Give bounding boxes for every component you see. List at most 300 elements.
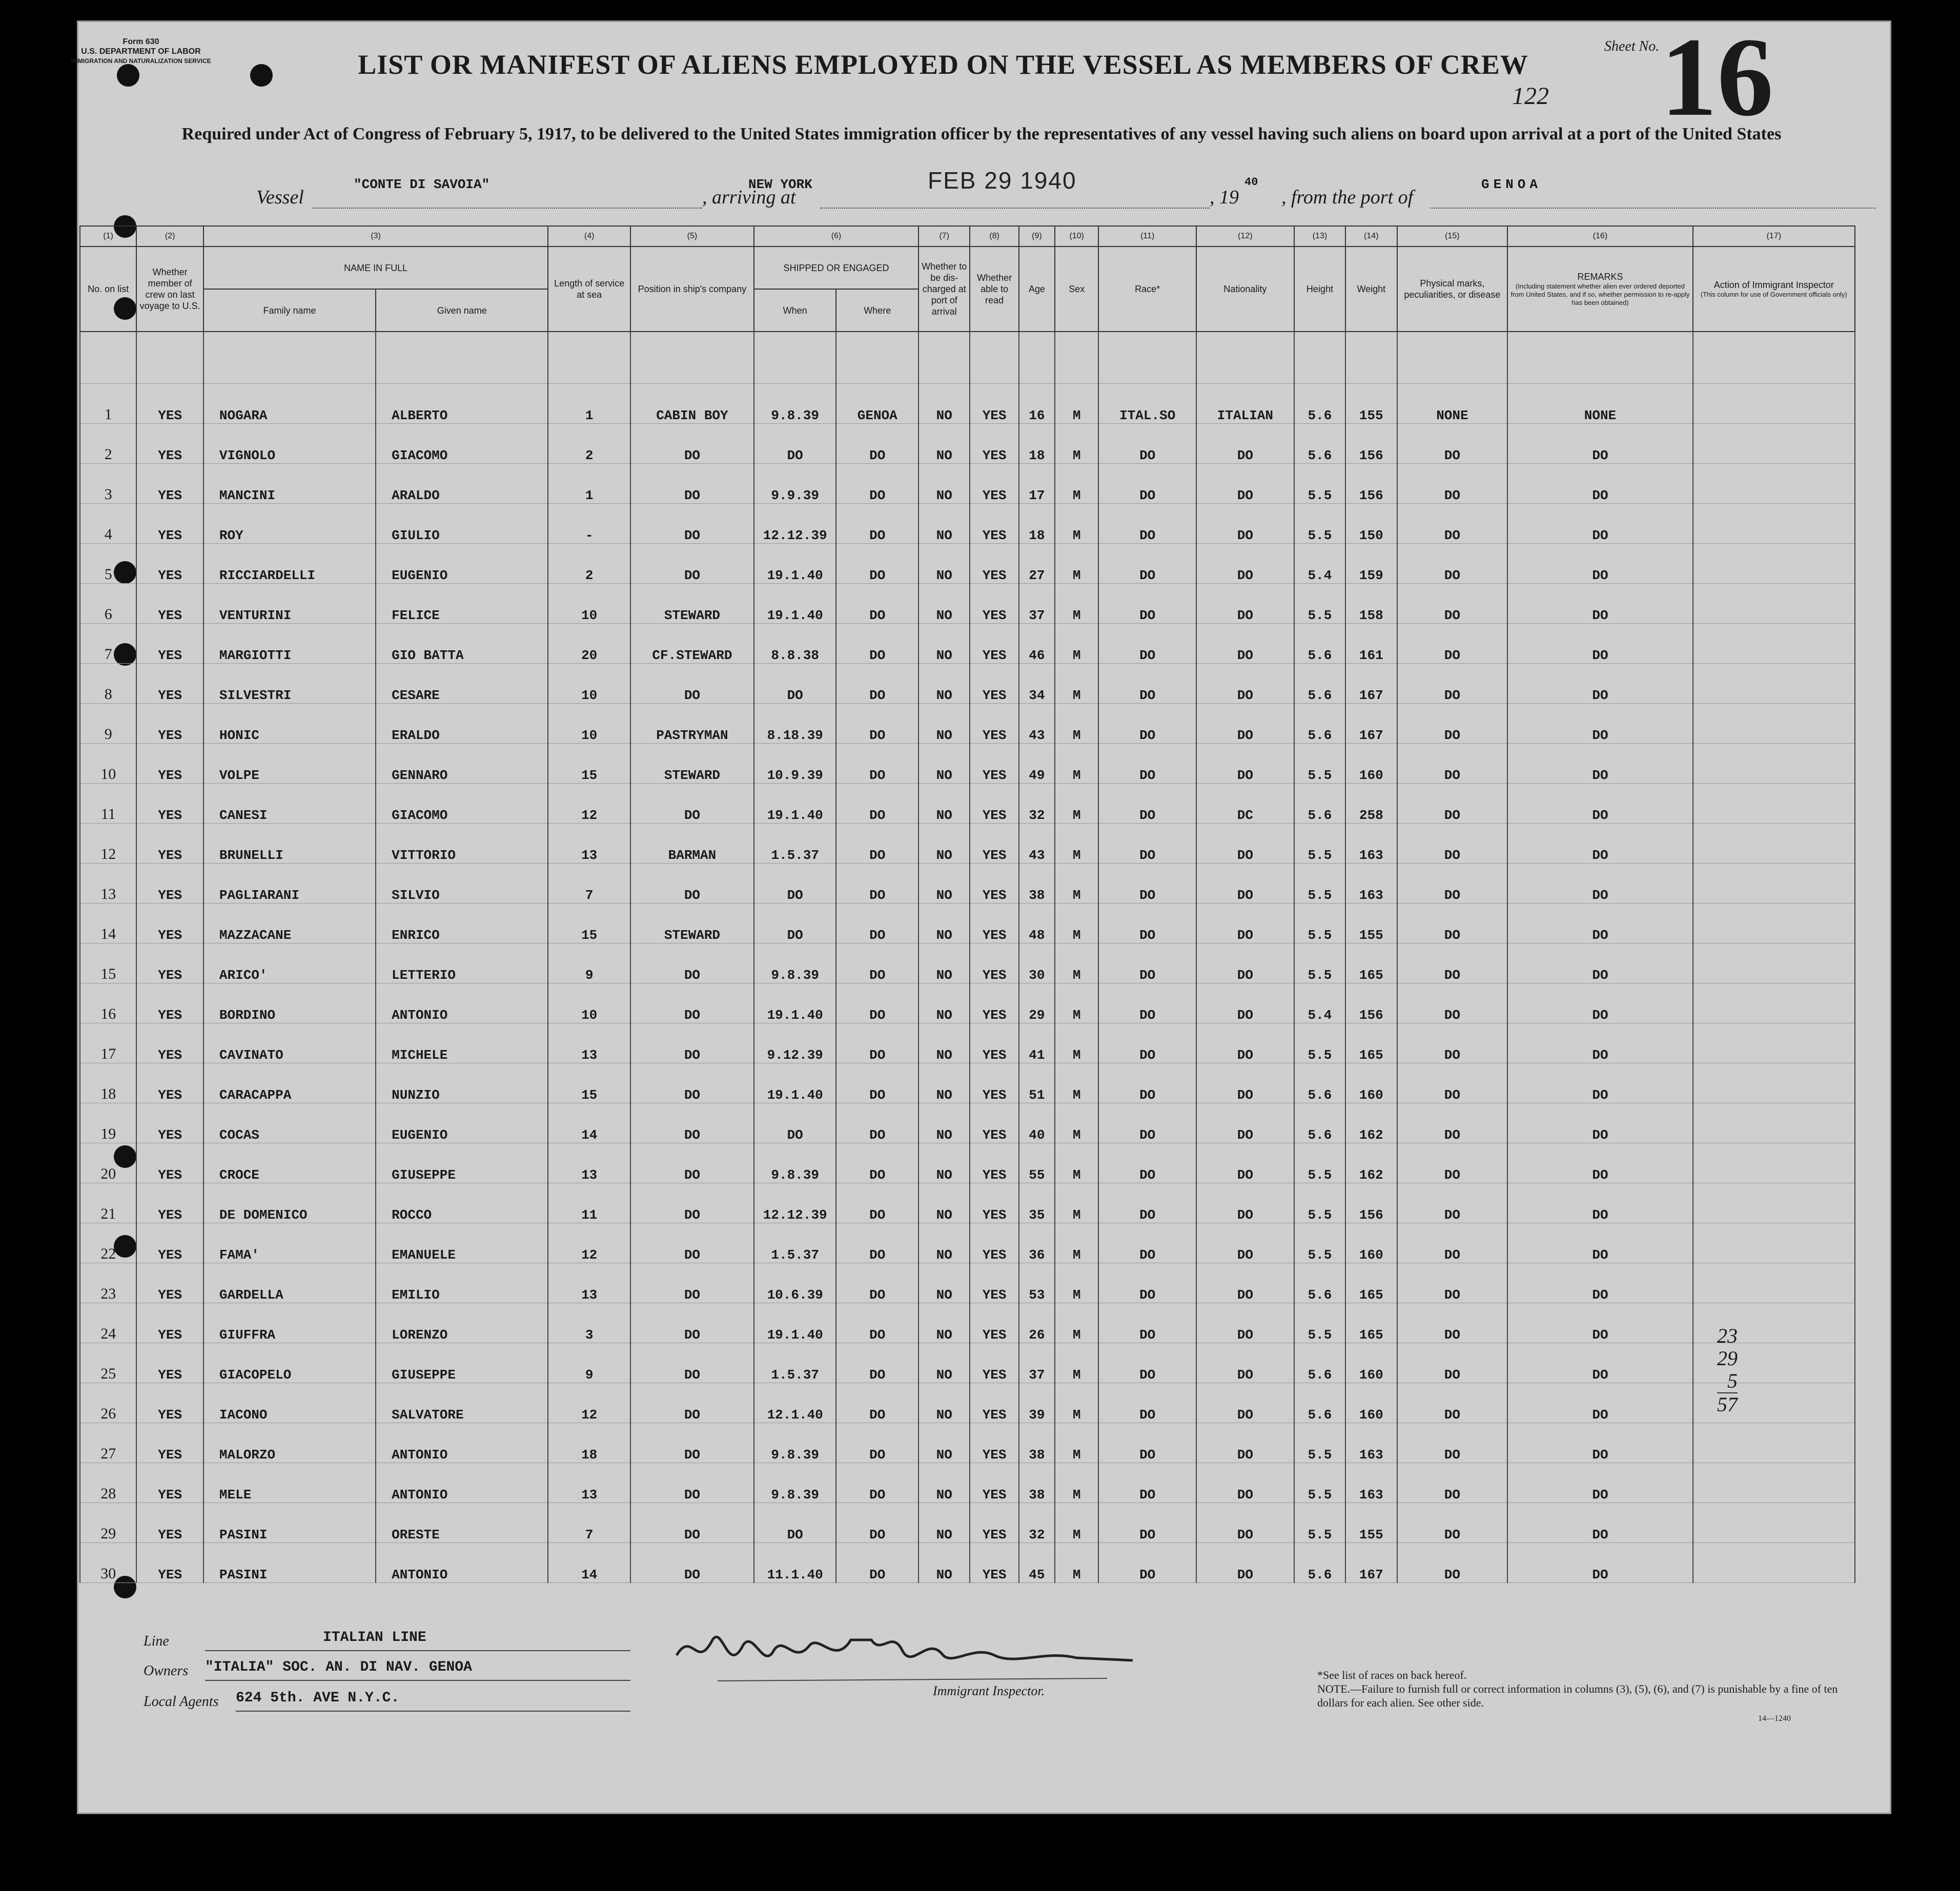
row-number: 29 [80, 1503, 136, 1543]
form-number: Form 630 [122, 37, 159, 46]
physical-marks-cell: DO [1397, 824, 1508, 864]
row-number: 26 [80, 1383, 136, 1423]
table-row [80, 624, 1855, 664]
service-length-cell: 13 [548, 1143, 630, 1183]
given-name-cell: SALVATORE [376, 1383, 548, 1423]
physical-marks-cell: DO [1397, 983, 1508, 1023]
table-row [80, 1223, 1855, 1263]
shipped-when-cell: DO [754, 664, 836, 704]
shipped-where-cell: DO [836, 1023, 918, 1063]
weight-cell: 163 [1345, 824, 1397, 864]
remarks-cell: DO [1507, 704, 1692, 744]
height-cell: 5.5 [1294, 744, 1345, 784]
action-cell [1693, 624, 1855, 664]
able-read-cell: YES [970, 1023, 1018, 1063]
family-name-cell: ROY [203, 504, 376, 544]
race-cell: DO [1098, 1543, 1196, 1583]
position-cell: DO [630, 664, 754, 704]
crew-manifest-table [79, 225, 1855, 1583]
agents-label: Local Agents [144, 1694, 219, 1710]
service-length-cell: 14 [548, 1103, 630, 1143]
service-length-cell: 13 [548, 824, 630, 864]
column-number: (7) [918, 226, 970, 246]
discharged-cell: NO [918, 983, 970, 1023]
height-cell: 5.4 [1294, 983, 1345, 1023]
last-voyage-cell: YES [136, 584, 203, 624]
shipped-where-cell: DO [836, 464, 918, 504]
discharged-cell: NO [918, 624, 970, 664]
vessel-label: Vessel [256, 187, 304, 208]
row-number: 25 [80, 1343, 136, 1383]
footer-notes [1317, 1668, 1855, 1710]
height-cell: 5.6 [1294, 1543, 1345, 1583]
remarks-cell: NONE [1507, 384, 1692, 424]
weight-cell: 160 [1345, 1063, 1397, 1103]
nationality-cell: DO [1196, 1143, 1294, 1183]
family-name-cell: PASINI [203, 1503, 376, 1543]
given-name-cell: GIACOMO [376, 784, 548, 824]
remarks-cell: DO [1507, 943, 1692, 983]
remarks-cell: DO [1507, 424, 1692, 464]
action-cell [1693, 464, 1855, 504]
remarks-cell: DO [1507, 864, 1692, 903]
table-row [80, 1063, 1855, 1103]
shipped-when-cell: DO [754, 424, 836, 464]
race-cell: DO [1098, 504, 1196, 544]
shipped-when-cell: 19.1.40 [754, 584, 836, 624]
action-cell [1693, 1183, 1855, 1223]
family-name-cell: MELE [203, 1463, 376, 1503]
remarks-note: (Including statement whether alien ever ordered deported from United States, and if so, whether permission to re-apply has been obtained) [1510, 282, 1690, 306]
subtitle: Required under Act of Congress of February 5, 1917, to be delivered to the United States immigration officer by the representatives of any vessel having such aliens on board upon arrival at a port of the United States [181, 125, 1782, 143]
nationality-cell: DO [1196, 1263, 1294, 1303]
header-discharged: Whether to be dis-charged at port of arrival [918, 246, 970, 332]
sex-cell: M [1055, 1543, 1098, 1583]
column-number: (10) [1055, 226, 1098, 246]
row-number: 13 [80, 864, 136, 903]
sex-cell: M [1055, 1143, 1098, 1183]
sex-cell: M [1055, 1423, 1098, 1463]
able-read-cell: YES [970, 903, 1018, 943]
action-cell [1693, 983, 1855, 1023]
remarks-cell: DO [1507, 1103, 1692, 1143]
shipped-when-cell: 19.1.40 [754, 544, 836, 584]
able-read-cell: YES [970, 624, 1018, 664]
race-cell: DO [1098, 1303, 1196, 1343]
sex-cell: M [1055, 1503, 1098, 1543]
age-cell: 37 [1019, 584, 1055, 624]
height-cell: 5.5 [1294, 903, 1345, 943]
remarks-cell: DO [1507, 784, 1692, 824]
age-cell: 55 [1019, 1143, 1055, 1183]
height-cell: 5.5 [1294, 1463, 1345, 1503]
binder-hole [117, 64, 139, 87]
weight-cell: 167 [1345, 1543, 1397, 1583]
given-name-cell: EUGENIO [376, 1103, 548, 1143]
sheet-number: 16 [1661, 14, 1773, 139]
given-name-cell: ENRICO [376, 903, 548, 943]
remarks-cell: DO [1507, 1263, 1692, 1303]
discharged-cell: NO [918, 864, 970, 903]
nationality-cell: DO [1196, 544, 1294, 584]
family-name-cell: BORDINO [203, 983, 376, 1023]
family-name-cell: BRUNELLI [203, 824, 376, 864]
sex-cell: M [1055, 384, 1098, 424]
arrival-year: 40 [1244, 176, 1258, 189]
column-number: (8) [970, 226, 1018, 246]
height-cell: 5.6 [1294, 1063, 1345, 1103]
physical-marks-cell: DO [1397, 1463, 1508, 1503]
last-voyage-cell: YES [136, 624, 203, 664]
physical-marks-cell: DO [1397, 624, 1508, 664]
age-cell: 37 [1019, 1343, 1055, 1383]
height-cell: 5.6 [1294, 1343, 1345, 1383]
sex-cell: M [1055, 784, 1098, 824]
sex-cell: M [1055, 1463, 1098, 1503]
last-voyage-cell: YES [136, 664, 203, 704]
column-number: (13) [1294, 226, 1345, 246]
given-name-cell: MICHELE [376, 1023, 548, 1063]
sex-cell: M [1055, 424, 1098, 464]
remarks-cell: DO [1507, 1023, 1692, 1063]
physical-marks-cell: DO [1397, 744, 1508, 784]
table-row [80, 1183, 1855, 1223]
service-length-cell: 10 [548, 584, 630, 624]
weight-cell: 162 [1345, 1103, 1397, 1143]
action-cell [1693, 1463, 1855, 1503]
remarks-cell: DO [1507, 1063, 1692, 1103]
form-identifier [64, 37, 218, 66]
inspector-label: Immigrant Inspector. [933, 1683, 1045, 1698]
shipped-where-cell: DO [836, 1463, 918, 1503]
last-voyage-cell: YES [136, 784, 203, 824]
weight-cell: 155 [1345, 1503, 1397, 1543]
table-row [80, 784, 1855, 824]
nationality-cell: DO [1196, 664, 1294, 704]
family-name-cell: ARICO' [203, 943, 376, 983]
height-cell: 5.6 [1294, 704, 1345, 744]
sex-cell: M [1055, 1063, 1098, 1103]
able-read-cell: YES [970, 464, 1018, 504]
race-cell: DO [1098, 464, 1196, 504]
remarks-cell: DO [1507, 584, 1692, 624]
shipped-when-cell: 12.12.39 [754, 504, 836, 544]
able-read-cell: YES [970, 1383, 1018, 1423]
shipped-when-cell: 10.9.39 [754, 744, 836, 784]
action-cell [1693, 1063, 1855, 1103]
given-name-cell: LORENZO [376, 1303, 548, 1343]
header-length-service: Length of service at sea [548, 246, 630, 332]
row-number: 27 [80, 1423, 136, 1463]
header-able-read: Whether able to read [970, 246, 1018, 332]
physical-marks-cell: DO [1397, 1383, 1508, 1423]
weight-cell: 165 [1345, 1263, 1397, 1303]
last-voyage-cell: YES [136, 504, 203, 544]
header-height: Height [1294, 246, 1345, 332]
nationality-cell: DO [1196, 1383, 1294, 1423]
family-name-cell: SILVESTRI [203, 664, 376, 704]
action-cell [1693, 943, 1855, 983]
last-voyage-cell: YES [136, 903, 203, 943]
physical-marks-cell: DO [1397, 664, 1508, 704]
table-row [80, 1143, 1855, 1183]
physical-marks-cell: DO [1397, 1143, 1508, 1183]
discharged-cell: NO [918, 943, 970, 983]
nationality-cell: DO [1196, 943, 1294, 983]
age-cell: 51 [1019, 1063, 1055, 1103]
arriving-label: , arriving at [702, 187, 796, 208]
shipped-where-cell: DO [836, 424, 918, 464]
service-length-cell: 18 [548, 1423, 630, 1463]
column-number: (3) [203, 226, 548, 246]
able-read-cell: YES [970, 1463, 1018, 1503]
able-read-cell: YES [970, 943, 1018, 983]
remarks-cell: DO [1507, 1223, 1692, 1263]
column-number: (5) [630, 226, 754, 246]
physical-marks-cell: DO [1397, 1423, 1508, 1463]
service-length-cell: 12 [548, 1383, 630, 1423]
able-read-cell: YES [970, 1183, 1018, 1223]
position-cell: DO [630, 1103, 754, 1143]
race-cell: DO [1098, 664, 1196, 704]
shipped-when-cell: 1.5.37 [754, 824, 836, 864]
physical-marks-cell: DO [1397, 424, 1508, 464]
able-read-cell: YES [970, 384, 1018, 424]
table-row [80, 1463, 1855, 1503]
service-name: IMMIGRATION AND NATURALIZATION SERVICE [71, 57, 211, 65]
shipped-where-cell: DO [836, 1343, 918, 1383]
nationality-cell: DO [1196, 744, 1294, 784]
family-name-cell: GARDELLA [203, 1263, 376, 1303]
discharged-cell: NO [918, 1503, 970, 1543]
race-cell: DO [1098, 1063, 1196, 1103]
height-cell: 5.5 [1294, 1183, 1345, 1223]
row-number: 10 [80, 744, 136, 784]
nationality-cell: DO [1196, 824, 1294, 864]
physical-marks-cell: DO [1397, 784, 1508, 824]
able-read-cell: YES [970, 744, 1018, 784]
service-length-cell: 13 [548, 1023, 630, 1063]
shipped-where-cell: DO [836, 1143, 918, 1183]
given-name-cell: GENNARO [376, 744, 548, 784]
position-cell: DO [630, 1223, 754, 1263]
arriving-port: NEW YORK [748, 177, 812, 192]
column-number: (6) [754, 226, 918, 246]
binder-hole [250, 64, 273, 87]
column-number: (4) [548, 226, 630, 246]
agents-value: 624 5th. AVE N.Y.C. [236, 1690, 400, 1706]
action-cell [1693, 1263, 1855, 1303]
sex-cell: M [1055, 1263, 1098, 1303]
age-cell: 49 [1019, 744, 1055, 784]
shipped-where-cell: DO [836, 1383, 918, 1423]
discharged-cell: NO [918, 504, 970, 544]
header-age: Age [1019, 246, 1055, 332]
table-row [80, 1343, 1855, 1383]
weight-cell: 163 [1345, 1463, 1397, 1503]
form-code: 14—1240 [1758, 1714, 1791, 1723]
row-number: 23 [80, 1263, 136, 1303]
owners-value: "ITALIA" SOC. AN. DI NAV. GENOA [205, 1659, 472, 1675]
table-row [80, 1263, 1855, 1303]
page-title: LIST OR MANIFEST OF ALIENS EMPLOYED ON THE VESSEL AS MEMBERS OF CREW [358, 49, 1528, 80]
able-read-cell: YES [970, 704, 1018, 744]
nationality-cell: DO [1196, 464, 1294, 504]
weight-cell: 165 [1345, 1303, 1397, 1343]
race-cell: DO [1098, 1023, 1196, 1063]
row-number: 19 [80, 1103, 136, 1143]
shipped-where-cell: DO [836, 1303, 918, 1343]
shipped-when-cell: 12.12.39 [754, 1183, 836, 1223]
able-read-cell: YES [970, 824, 1018, 864]
discharged-cell: NO [918, 1383, 970, 1423]
position-cell: DO [630, 784, 754, 824]
weight-cell: 156 [1345, 1183, 1397, 1223]
shipped-when-cell: DO [754, 1503, 836, 1543]
age-cell: 43 [1019, 704, 1055, 744]
position-cell: STEWARD [630, 744, 754, 784]
given-name-cell: ALBERTO [376, 384, 548, 424]
able-read-cell: YES [970, 1423, 1018, 1463]
header-position: Position in ship's company [630, 246, 754, 332]
physical-marks-cell: DO [1397, 864, 1508, 903]
table-row [80, 1543, 1855, 1583]
shipped-when-cell: 1.5.37 [754, 1223, 836, 1263]
position-cell: DO [630, 1143, 754, 1183]
nationality-cell: DO [1196, 1503, 1294, 1543]
service-length-cell: 15 [548, 1063, 630, 1103]
discharged-cell: NO [918, 1543, 970, 1583]
shipped-where-cell: DO [836, 584, 918, 624]
header-race: Race* [1098, 246, 1196, 332]
race-cell: DO [1098, 624, 1196, 664]
column-number: (15) [1397, 226, 1508, 246]
nationality-cell: DO [1196, 903, 1294, 943]
position-cell: DO [630, 1503, 754, 1543]
sex-cell: M [1055, 824, 1098, 864]
physical-marks-cell: DO [1397, 1063, 1508, 1103]
sex-cell: M [1055, 664, 1098, 704]
last-voyage-cell: YES [136, 1543, 203, 1583]
weight-cell: 165 [1345, 1023, 1397, 1063]
sex-cell: M [1055, 544, 1098, 584]
height-cell: 5.5 [1294, 464, 1345, 504]
sex-cell: M [1055, 943, 1098, 983]
last-voyage-cell: YES [136, 1023, 203, 1063]
line-value: ITALIAN LINE [323, 1630, 426, 1646]
family-name-cell: RICCIARDELLI [203, 544, 376, 584]
weight-cell: 167 [1345, 664, 1397, 704]
race-cell: DO [1098, 983, 1196, 1023]
given-name-cell: ANTONIO [376, 1423, 548, 1463]
action-cell [1693, 384, 1855, 424]
discharged-cell: NO [918, 1303, 970, 1343]
shipped-where-cell: DO [836, 1183, 918, 1223]
physical-marks-cell: DO [1397, 1183, 1508, 1223]
discharged-cell: NO [918, 704, 970, 744]
able-read-cell: YES [970, 784, 1018, 824]
shipped-when-cell: DO [754, 864, 836, 903]
age-cell: 27 [1019, 544, 1055, 584]
last-voyage-cell: YES [136, 864, 203, 903]
remarks-cell: DO [1507, 1423, 1692, 1463]
physical-marks-cell: DO [1397, 943, 1508, 983]
family-name-cell: FAMA' [203, 1223, 376, 1263]
header-shipped-engaged: SHIPPED OR ENGAGED [754, 246, 918, 289]
age-cell: 38 [1019, 1423, 1055, 1463]
given-name-cell: FELICE [376, 584, 548, 624]
last-voyage-cell: YES [136, 704, 203, 744]
from-port-label: , from the port of [1281, 187, 1414, 208]
table-row [80, 1503, 1855, 1543]
last-voyage-cell: YES [136, 1503, 203, 1543]
position-cell: DO [630, 544, 754, 584]
race-cell: DO [1098, 1423, 1196, 1463]
given-name-cell: GIUSEPPE [376, 1343, 548, 1383]
height-cell: 5.5 [1294, 1303, 1345, 1343]
nationality-cell: DO [1196, 1103, 1294, 1143]
height-cell: 5.5 [1294, 1423, 1345, 1463]
shipped-when-cell: 9.8.39 [754, 1463, 836, 1503]
discharged-cell: NO [918, 1063, 970, 1103]
given-name-cell: CESARE [376, 664, 548, 704]
table-row [80, 983, 1855, 1023]
departure-port: GENOA [1481, 177, 1542, 192]
race-cell: DO [1098, 1503, 1196, 1543]
age-cell: 34 [1019, 664, 1055, 704]
height-cell: 5.5 [1294, 584, 1345, 624]
service-length-cell: - [548, 504, 630, 544]
discharged-cell: NO [918, 1143, 970, 1183]
family-name-cell: IACONO [203, 1383, 376, 1423]
physical-marks-cell: DO [1397, 1343, 1508, 1383]
age-cell: 17 [1019, 464, 1055, 504]
last-voyage-cell: YES [136, 1143, 203, 1183]
sex-cell: M [1055, 624, 1098, 664]
position-cell: DO [630, 1303, 754, 1343]
table-row [80, 424, 1855, 464]
age-cell: 35 [1019, 1183, 1055, 1223]
service-length-cell: 12 [548, 784, 630, 824]
able-read-cell: YES [970, 504, 1018, 544]
last-voyage-cell: YES [136, 1063, 203, 1103]
table-row [80, 744, 1855, 784]
shipped-when-cell: 19.1.40 [754, 1063, 836, 1103]
sex-cell: M [1055, 1343, 1098, 1383]
given-name-cell: GIO BATTA [376, 624, 548, 664]
weight-cell: 160 [1345, 744, 1397, 784]
race-cell: DO [1098, 424, 1196, 464]
age-cell: 26 [1019, 1303, 1055, 1343]
physical-marks-cell: DO [1397, 1263, 1508, 1303]
family-name-cell: VOLPE [203, 744, 376, 784]
shipped-where-cell: DO [836, 1543, 918, 1583]
tally-value: 57 [1717, 1393, 1738, 1416]
able-read-cell: YES [970, 864, 1018, 903]
shipped-when-cell: 19.1.40 [754, 983, 836, 1023]
given-name-cell: SILVIO [376, 864, 548, 903]
last-voyage-cell: YES [136, 744, 203, 784]
shipped-where-cell: DO [836, 903, 918, 943]
sex-cell: M [1055, 464, 1098, 504]
given-name-cell: ARALDO [376, 464, 548, 504]
able-read-cell: YES [970, 1223, 1018, 1263]
position-cell: STEWARD [630, 584, 754, 624]
action-cell [1693, 424, 1855, 464]
sex-cell: M [1055, 903, 1098, 943]
race-cell: DO [1098, 1263, 1196, 1303]
service-length-cell: 1 [548, 384, 630, 424]
